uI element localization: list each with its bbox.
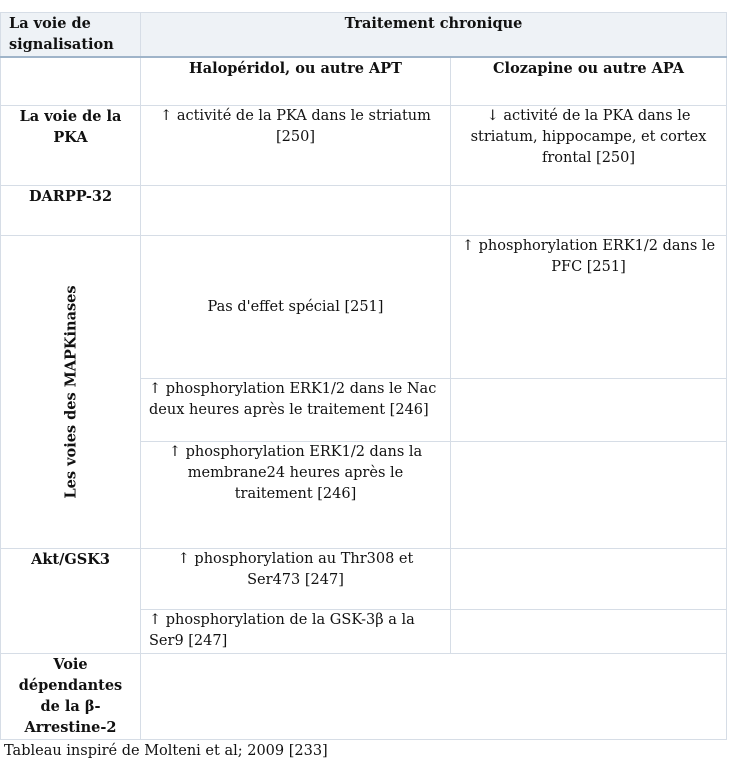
cell-mapk-apt-3: ↑ phosphorylation ERK1/2 dans la membrane24 heures après le traitement [246] [141, 442, 451, 549]
cell-akt-apt-1: ↑ phosphorylation au Thr308 et Ser473 [247] [141, 549, 451, 610]
header-signaling-pathway: La voie de signalisation [1, 13, 141, 57]
cell-pka-apa: ↓ activité de la PKA dans le striatum, hippocampe, et cortex frontal [250] [451, 106, 727, 186]
row-label-akt-gsk3: Akt/GSK3 [1, 549, 141, 654]
cell-akt-apa-2 [451, 610, 727, 654]
cell-mapk-apa-3 [451, 442, 727, 549]
table-caption: Tableau inspiré de Molteni et al; 2009 [233] [4, 743, 328, 759]
cell-darpp32-apa [451, 186, 727, 236]
cell-mapk-apt-1: Pas d'effet spécial [251] [141, 236, 451, 379]
header-clozapine: Clozapine ou autre APA [451, 57, 727, 106]
row-label-arrestin: Voie dépendantes de la β-Arrestine-2 [1, 654, 141, 740]
cell-akt-apt-2: ↑ phosphorylation de la GSK-3β a la Ser9 [247] [141, 610, 451, 654]
cell-darpp32-apt [141, 186, 451, 236]
row-label-mapkinases-text: Les voies des MAPKinases [62, 285, 79, 499]
header-chronic-treatment: Traitement chronique [141, 13, 727, 57]
row-label-darpp32: DARPP-32 [1, 186, 141, 236]
row-label-pka: La voie de la PKA [1, 106, 141, 186]
header-haloperidol: Halopéridol, ou autre APT [141, 57, 451, 106]
cell-arrestin-empty [141, 654, 727, 740]
cell-akt-apa-1 [451, 549, 727, 610]
header-empty-cell [1, 57, 141, 106]
cell-mapk-apt-2: ↑ phosphorylation ERK1/2 dans le Nac deux heures après le traitement [246] [141, 379, 451, 442]
row-label-mapkinases [1, 236, 141, 549]
cell-mapk-apa-1: ↑ phosphorylation ERK1/2 dans le PFC [251] [451, 236, 727, 379]
cell-mapk-apa-2 [451, 379, 727, 442]
cell-pka-apt: ↑ activité de la PKA dans le striatum [250] [141, 106, 451, 186]
comparison-table [0, 12, 727, 740]
